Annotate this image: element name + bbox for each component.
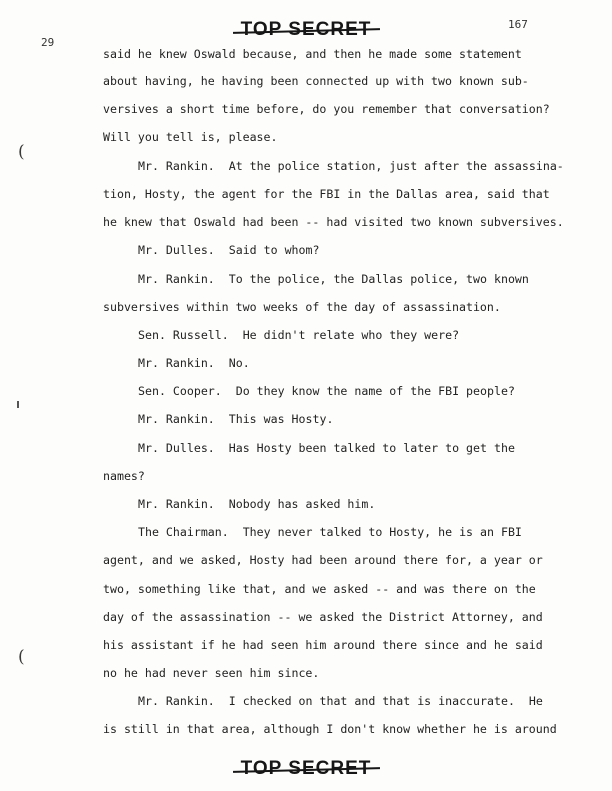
transcript-line: Mr. Dulles. Said to whom? xyxy=(138,243,320,257)
transcript-line: two, something like that, and we asked -- and was there on the xyxy=(103,582,536,596)
transcript-line: day of the assassination -- we asked the District Attorney, and xyxy=(103,610,543,624)
page-number: 167 xyxy=(508,18,528,31)
transcript-line: he knew that Oswald had been -- had visited two known subversives. xyxy=(103,215,564,229)
transcript-line: Mr. Rankin. To the police, the Dallas police, two known xyxy=(138,272,529,286)
transcript-line: Mr. Rankin. Nobody has asked him. xyxy=(138,497,376,511)
transcript-line: subversives within two weeks of the day of assassination. xyxy=(103,300,501,314)
transcript-line: Sen. Cooper. Do they know the name of the FBI people? xyxy=(138,384,515,398)
transcript-line: is still in that area, although I don't know whether he is around xyxy=(103,722,557,736)
transcript-line: agent, and we asked, Hosty had been around there for, a year or xyxy=(103,553,543,567)
transcript-line: Mr. Rankin. At the police station, just after the assassina- xyxy=(138,159,564,173)
top-secret-stamp-text: TOP SECRET xyxy=(240,19,372,40)
transcript-line: The Chairman. They never talked to Hosty, he is an FBI xyxy=(138,525,522,539)
margin-line-marker: 29 xyxy=(41,36,55,49)
transcript-line: no he had never seen him since. xyxy=(103,666,320,680)
margin-paren-mark: ( xyxy=(18,142,25,162)
transcript-line: Mr. Dulles. Has Hosty been talked to later to get the xyxy=(138,441,515,455)
transcript-line: said he knew Oswald because, and then he made some statement xyxy=(103,47,522,61)
margin-paren-mark: ( xyxy=(18,647,25,667)
transcript-line: versives a short time before, do you remember that conversation? xyxy=(103,102,550,116)
transcript-line: his assistant if he had seen him around there since and he said xyxy=(103,638,543,652)
transcript-line: tion, Hosty, the agent for the FBI in the Dallas area, said that xyxy=(103,187,550,201)
transcript-line: about having, he having been connected up with two known sub- xyxy=(103,74,529,88)
transcript-line: names? xyxy=(103,469,145,483)
transcript-line: Sen. Russell. He didn't relate who they were? xyxy=(138,328,460,342)
margin-tick-mark xyxy=(17,401,19,408)
transcript-line: Mr. Rankin. I checked on that and that is inaccurate. He xyxy=(138,694,543,708)
top-secret-stamp-footer xyxy=(0,758,612,780)
top-secret-stamp-text: TOP SECRET xyxy=(240,758,372,779)
transcript-line: Mr. Rankin. This was Hosty. xyxy=(138,412,334,426)
transcript-line: Mr. Rankin. No. xyxy=(138,356,250,370)
transcript-line: Will you tell is, please. xyxy=(103,130,278,144)
